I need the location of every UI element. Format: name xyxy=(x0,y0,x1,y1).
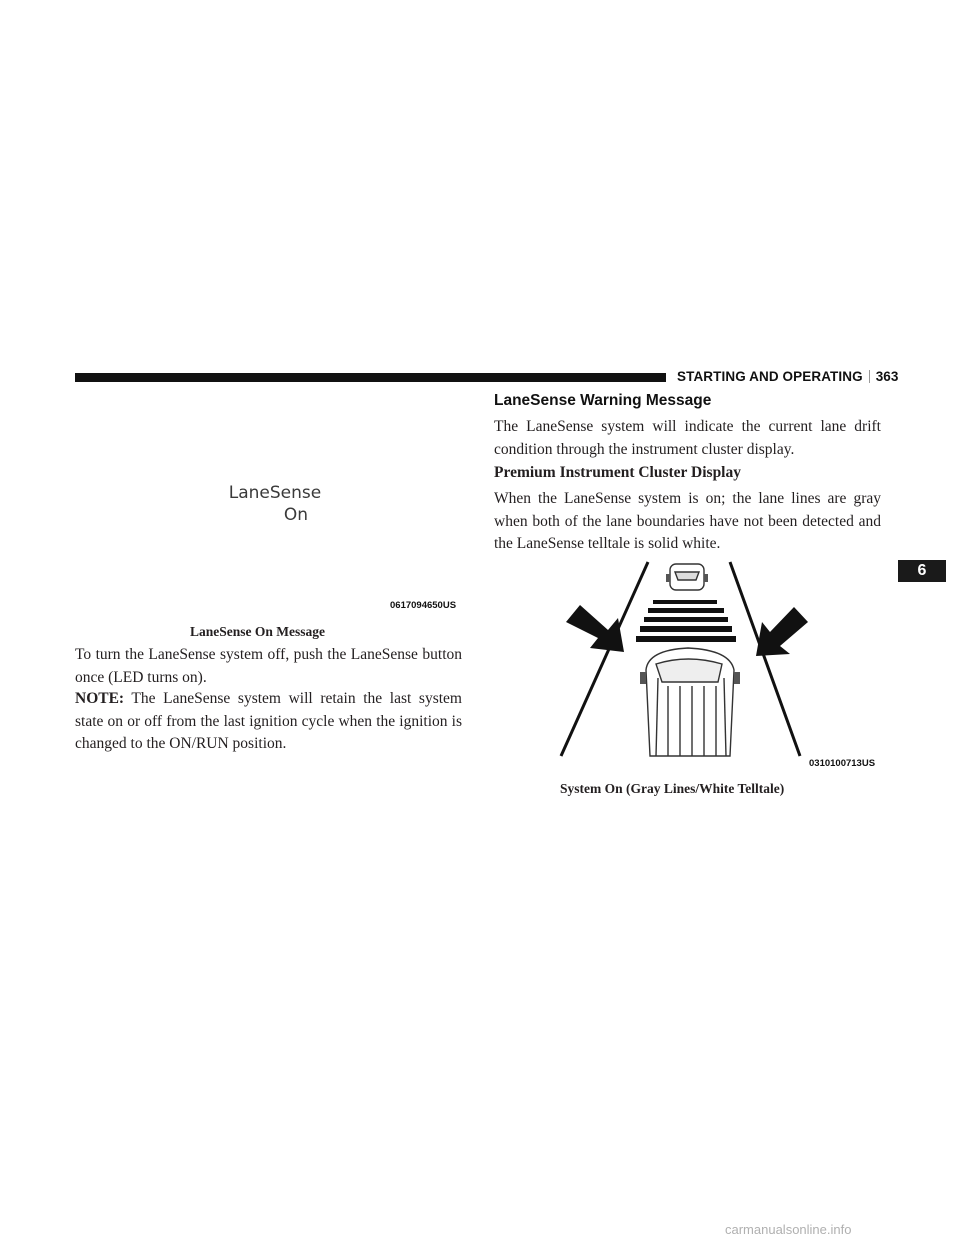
display-line-1: LaneSense xyxy=(228,483,322,503)
watermark: carmanualsonline.info xyxy=(725,1222,852,1237)
header-rule xyxy=(75,373,666,382)
section-heading: LaneSense Warning Message xyxy=(494,392,712,409)
lead-vehicle-icon xyxy=(666,564,708,590)
paragraph: When the LaneSense system is on; the lane lines are gray when both of the lane boundaries have not been detected and the LaneSense telltale is solid white. xyxy=(494,490,881,552)
header-separator xyxy=(869,370,870,383)
subsection-heading: Premium Instrument Cluster Display xyxy=(494,464,741,481)
right-arrow-icon xyxy=(756,607,808,656)
own-vehicle-icon xyxy=(640,648,740,756)
page-number: 363 xyxy=(875,369,899,384)
paragraph: To turn the LaneSense system off, push the LaneSense button once (LED turns on). xyxy=(75,646,462,686)
page-header xyxy=(677,367,899,387)
note-paragraph xyxy=(75,688,462,756)
left-arrow-icon xyxy=(566,605,624,652)
chapter-tab: 6 xyxy=(898,560,946,582)
figure-caption: LaneSense On Message xyxy=(190,624,325,639)
paragraph: The LaneSense system will indicate the current lane drift condition through the instrument cluster display. xyxy=(494,418,881,458)
right-lane-line xyxy=(730,562,800,756)
distance-bars-icon xyxy=(636,600,736,642)
lane-system-on-illustration xyxy=(558,560,878,758)
display-line-2: On xyxy=(283,505,309,525)
figure-caption: System On (Gray Lines/White Telltale) xyxy=(560,781,785,796)
note-label: NOTE: xyxy=(75,690,125,707)
figure-code: 0617094650US xyxy=(390,600,457,611)
note-text: The LaneSense system will retain the last system state on or off from the last ignition cycle when the ignition is changed to the ON/RUN position. xyxy=(75,690,462,752)
figure-code: 0310100713US xyxy=(809,758,876,769)
lanesense-on-display-text xyxy=(155,482,395,526)
left-lane-line xyxy=(561,562,648,756)
section-title: STARTING AND OPERATING xyxy=(677,369,863,384)
